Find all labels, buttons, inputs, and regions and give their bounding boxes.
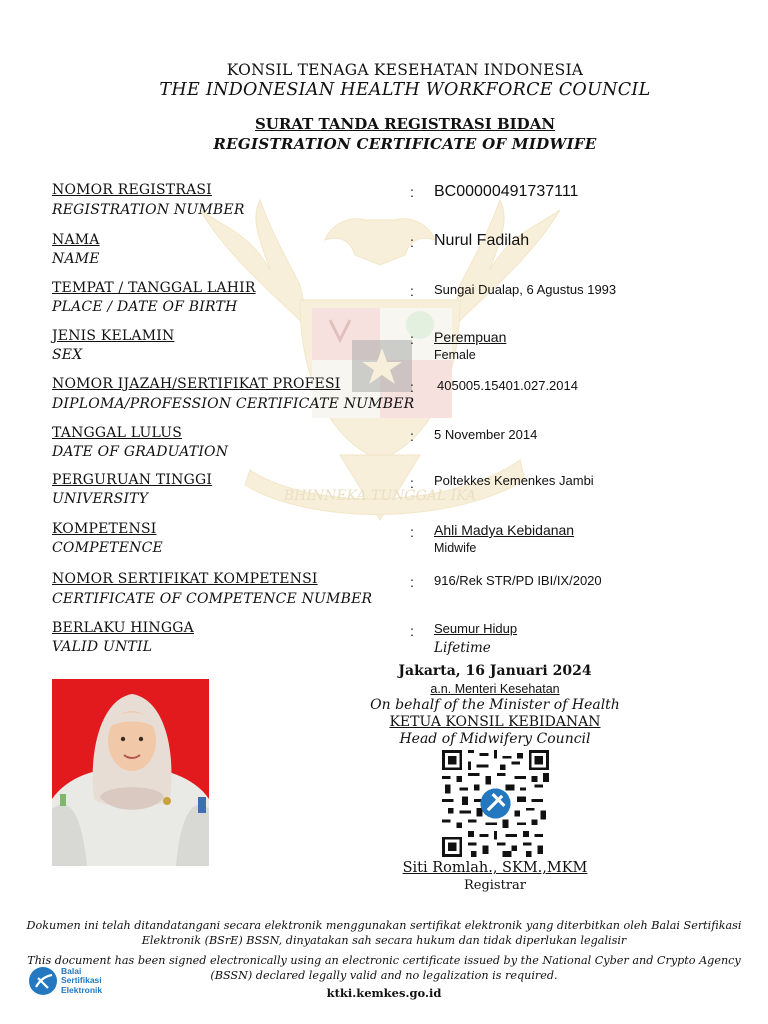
place-date: Jakarta, 16 Januari 2024 — [398, 663, 592, 679]
label-birth-en: PLACE / DATE OF BIRTH — [52, 299, 238, 315]
label-name-id: NAMA — [52, 232, 100, 248]
label-competence-en: COMPETENCE — [52, 540, 163, 556]
value-graduation: 5 November 2014 — [434, 427, 538, 442]
label-competence-cert-en: CERTIFICATE OF COMPETENCE NUMBER — [52, 591, 373, 607]
footer-note-en-line1: This document has been signed electronically using an electronic certificate issued by the National Cyber and Crypto Agency — [27, 954, 741, 967]
value-sex: Perempuan — [434, 329, 507, 345]
certificate-title-en: REGISTRATION CERTIFICATE OF MIDWIFE — [213, 135, 597, 153]
value-valid-until-en: Lifetime — [434, 640, 491, 656]
label-valid-until-id: BERLAKU HINGGA — [52, 620, 194, 636]
on-behalf-id: a.n. Menteri Kesehatan — [430, 682, 560, 696]
footer-note-id — [0, 918, 768, 948]
value-registration-number: BC00000491737111 — [434, 183, 579, 200]
holder-portrait — [52, 679, 209, 866]
label-diploma-en: DIPLOMA/PROFESSION CERTIFICATE NUMBER — [52, 396, 415, 412]
bsre-line3: Elektronik — [61, 984, 103, 995]
label-competence-cert-id: NOMOR SERTIFIKAT KOMPETENSI — [52, 571, 318, 587]
label-university-en: UNIVERSITY — [52, 491, 149, 507]
value-birth: Sungai Dualap, 6 Agustus 1993 — [434, 282, 617, 297]
footer-note-en — [0, 953, 768, 983]
position-en: Head of Midwifery Council — [399, 731, 591, 747]
value-competence: Ahli Madya Kebidanan — [434, 522, 575, 538]
bsre-line2: Sertifikasi — [61, 975, 102, 986]
label-registration-number-id: NOMOR REGISTRASI — [52, 182, 212, 198]
colon: : — [410, 574, 414, 590]
value-competence-en: Midwife — [434, 541, 477, 555]
value-university: Poltekkes Kemenkes Jambi — [434, 473, 594, 488]
value-sex-en: Female — [434, 348, 476, 362]
colon: : — [410, 283, 414, 299]
colon: : — [410, 524, 414, 540]
footer-note-en-line2: (BSSN) declared legally valid and no legalization is required. — [210, 969, 558, 982]
council-name-id: KONSIL TENAGA KESEHATAN INDONESIA — [226, 61, 584, 79]
value-valid-until: Seumur Hidup — [434, 621, 518, 636]
label-registration-number-en: REGISTRATION NUMBER — [52, 202, 245, 218]
label-valid-until-en: VALID UNTIL — [52, 639, 153, 655]
label-diploma-id: NOMOR IJAZAH/SERTIFIKAT PROFESI — [52, 376, 341, 392]
label-sex-id: JENIS KELAMIN — [52, 328, 175, 344]
colon: : — [410, 234, 414, 250]
bsre-line1: Balai — [61, 965, 82, 976]
colon: : — [410, 379, 414, 395]
label-university-id: PERGURUAN TINGGI — [52, 472, 213, 488]
value-name: Nurul Fadilah — [434, 232, 530, 249]
colon: : — [410, 428, 414, 444]
colon: : — [410, 331, 414, 347]
holder-photo — [52, 679, 209, 866]
signer-role: Registrar — [463, 878, 527, 893]
label-sex-en: SEX — [52, 347, 83, 363]
signer-name: Siti Romlah., SKM.,MKM — [402, 860, 588, 876]
label-name-en: NAME — [52, 251, 100, 267]
label-birth-id: TEMPAT / TANGGAL LAHIR — [52, 280, 256, 296]
footer-url[interactable]: ktki.kemkes.go.id — [326, 986, 442, 1000]
position-id: KETUA KONSIL KEBIDANAN — [389, 714, 601, 730]
label-graduation-en: DATE OF GRADUATION — [52, 444, 229, 460]
value-competence-cert: 916/Rek STR/PD IBI/IX/2020 — [434, 573, 602, 588]
on-behalf-en: On behalf of the Minister of Health — [370, 697, 620, 713]
colon: : — [410, 475, 414, 491]
council-name-en: THE INDONESIAN HEALTH WORKFORCE COUNCIL — [159, 80, 651, 100]
certificate-title-id: SURAT TANDA REGISTRASI BIDAN — [254, 115, 556, 133]
footer-note-id-line1: Dokumen ini telah ditandatangani secara elektronik menggunakan sertifikat elektronik yang diterbitkan oleh Balai Sertifikasi — [26, 919, 742, 932]
value-diploma: 405005.15401.027.2014 — [437, 378, 578, 393]
footer-note-id-line2: Elektronik (BSrE) BSSN, dinyatakan sah secara hukum dan tidak diperlukan legalisir — [141, 934, 627, 947]
qr-code-icon — [440, 750, 551, 857]
colon: : — [410, 623, 414, 639]
colon: : — [410, 184, 414, 200]
watermark-motto: BHINNEKA TUNGGAL IKA — [283, 488, 477, 504]
label-competence-id: KOMPETENSI — [52, 521, 157, 537]
label-graduation-id: TANGGAL LULUS — [52, 425, 183, 441]
